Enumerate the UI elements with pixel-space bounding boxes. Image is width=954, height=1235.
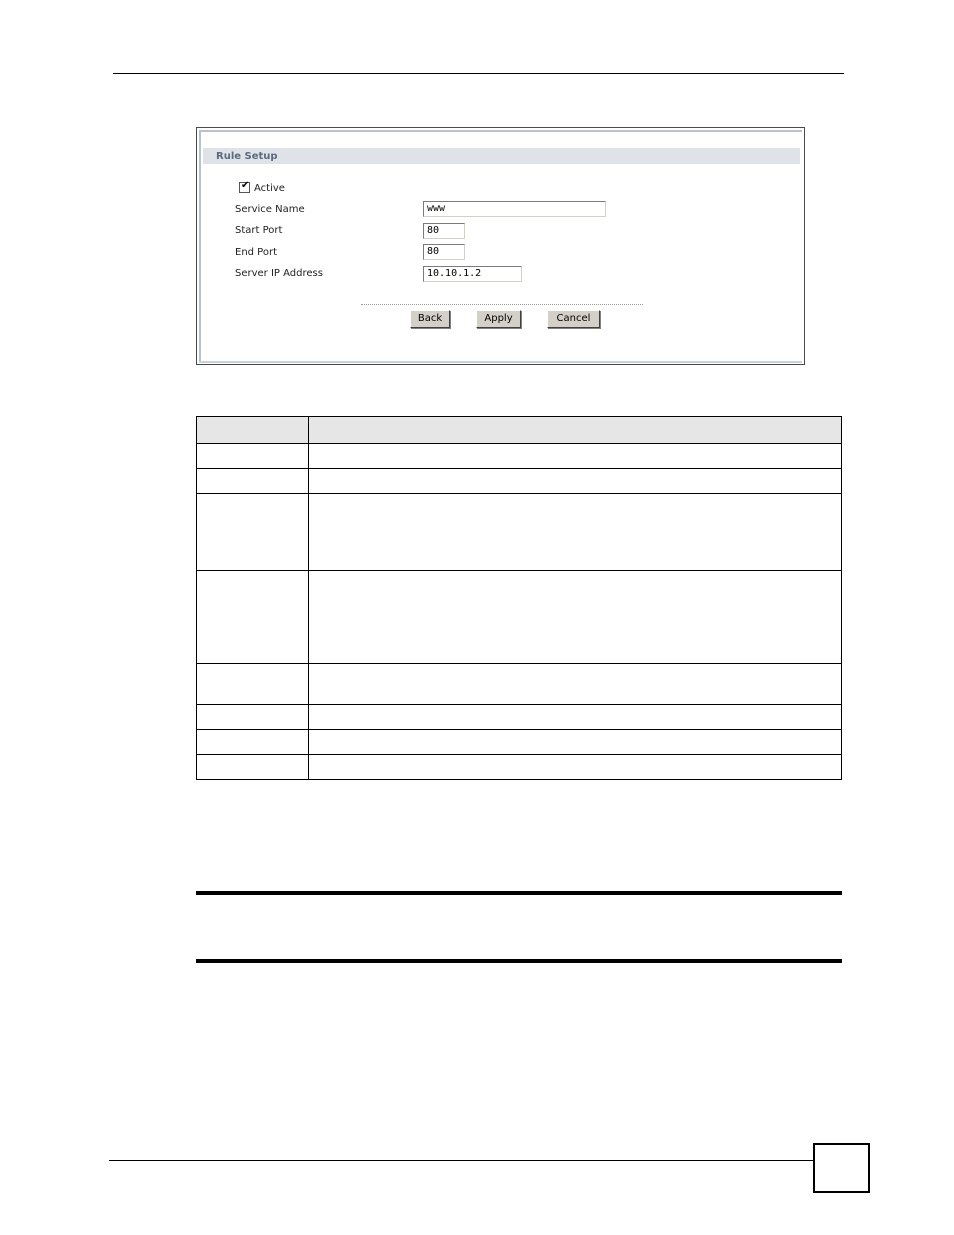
table-row: [197, 571, 842, 664]
table-cell: [309, 730, 842, 755]
service-name-input[interactable]: www: [423, 201, 606, 217]
note-top-rule: [196, 891, 842, 895]
page-number-box: [813, 1143, 870, 1193]
table-cell: [309, 755, 842, 780]
end-port-label: End Port: [235, 247, 278, 258]
table-cell: [309, 444, 842, 469]
panel-frame-top: [199, 130, 802, 132]
active-checkbox[interactable]: [239, 182, 250, 193]
table-row: [197, 494, 842, 571]
table-cell: [309, 705, 842, 730]
active-label: Active: [254, 183, 285, 194]
cancel-button[interactable]: Cancel: [547, 310, 600, 328]
table-cell: [197, 664, 309, 705]
table-header-row: [197, 417, 842, 444]
end-port-input[interactable]: 80: [423, 244, 465, 260]
table-cell: [197, 730, 309, 755]
table-row: [197, 755, 842, 780]
section-header-bar: [203, 148, 800, 164]
table-cell: [309, 664, 842, 705]
table-row: [197, 444, 842, 469]
start-port-input[interactable]: 80: [423, 223, 465, 239]
section-title: Rule Setup: [216, 151, 278, 162]
table-row: [197, 730, 842, 755]
table-header-cell: [309, 417, 842, 444]
start-port-label: Start Port: [235, 225, 283, 236]
table-cell: [309, 571, 842, 664]
service-name-label: Service Name: [235, 204, 305, 215]
table-row: [197, 705, 842, 730]
table-cell: [197, 755, 309, 780]
header-rule: [113, 73, 844, 74]
table-cell: [309, 494, 842, 571]
table-cell: [197, 705, 309, 730]
table-cell: [197, 469, 309, 494]
panel-frame-bottom: [199, 361, 802, 363]
note-bottom-rule: [196, 959, 842, 963]
footer-rule: [109, 1160, 813, 1161]
rule-setup-screenshot: [196, 127, 805, 365]
table-row: [197, 664, 842, 705]
table-row: [197, 469, 842, 494]
server-ip-label: Server IP Address: [235, 268, 323, 279]
checkmark-icon: ✔: [241, 180, 250, 191]
server-ip-input[interactable]: 10.10.1.2: [423, 266, 522, 282]
back-button[interactable]: Back: [410, 310, 450, 328]
table-cell: [197, 494, 309, 571]
divider: [361, 304, 643, 305]
apply-button[interactable]: Apply: [476, 310, 521, 328]
table-cell: [197, 444, 309, 469]
table-cell: [197, 571, 309, 664]
field-description-table: [196, 416, 842, 780]
table-cell: [309, 469, 842, 494]
table-header-cell: [197, 417, 309, 444]
panel-frame-left: [199, 132, 201, 362]
